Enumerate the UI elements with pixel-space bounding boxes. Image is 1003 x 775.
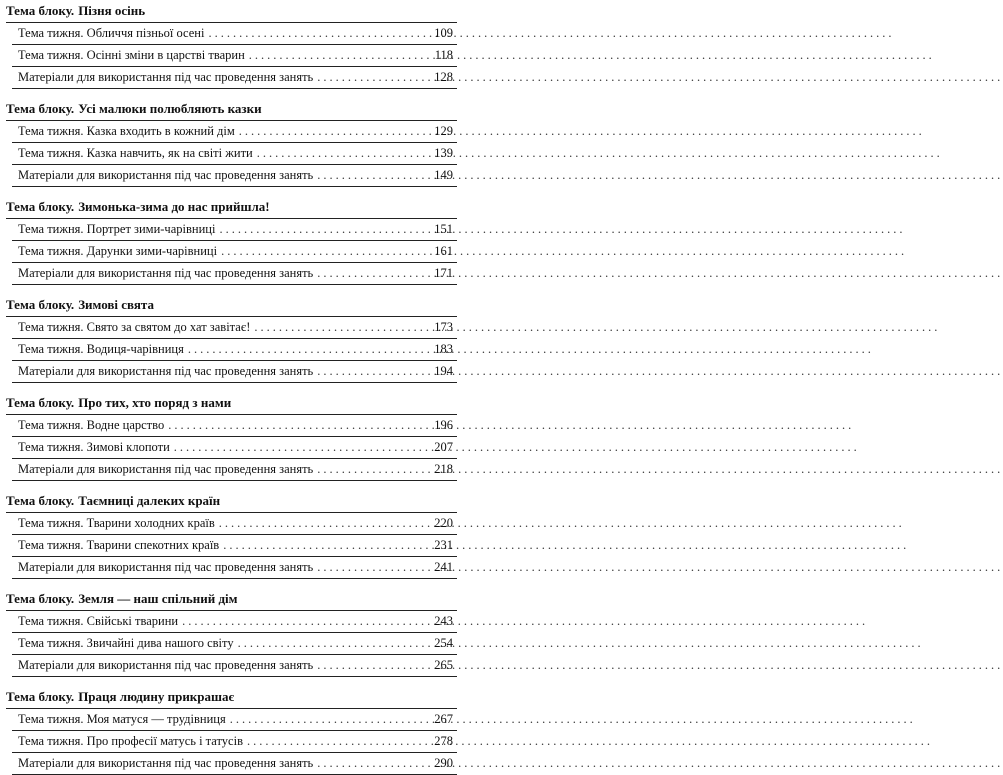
block-title: Пізня осінь <box>78 3 146 18</box>
dot-leader <box>182 614 425 629</box>
block-entries <box>6 316 457 383</box>
page-number: 241 <box>434 560 453 574</box>
toc-block <box>6 392 457 481</box>
page-number: 218 <box>434 462 453 476</box>
toc-entry[interactable] <box>12 535 457 557</box>
toc-entry[interactable] <box>12 633 457 655</box>
toc-entry[interactable] <box>12 415 457 437</box>
page-number: 173 <box>434 320 453 334</box>
entry-title: Тема тижня. Про професії матусь і татусів <box>18 734 243 748</box>
dot-leader <box>317 658 425 673</box>
toc-block <box>6 588 457 677</box>
block-header <box>6 588 457 610</box>
entry-title: Матеріали для використання під час проведення занять <box>18 756 314 770</box>
toc-entry[interactable] <box>12 67 457 89</box>
entry-title: Матеріали для використання під час проведення занять <box>18 168 314 182</box>
entry-title: Тема тижня. Свійські тварини <box>18 614 179 628</box>
block-spacer <box>6 187 457 196</box>
entry-title: Тема тижня. Осінні зміни в царстві тварин <box>18 48 245 62</box>
toc-entry[interactable] <box>12 513 457 535</box>
page-number: 254 <box>434 636 453 650</box>
entry-title: Матеріали для використання під час проведення занять <box>18 70 314 84</box>
dot-leader <box>239 124 425 139</box>
entry-title: Тема тижня. Тварини спекотних країв <box>18 538 220 552</box>
page-number: 161 <box>434 244 453 258</box>
dot-leader <box>249 48 425 63</box>
dot-leader <box>317 560 425 575</box>
dot-leader <box>317 70 425 85</box>
page-number: 278 <box>434 734 453 748</box>
dot-leader <box>221 244 425 259</box>
toc-entry[interactable] <box>12 557 457 579</box>
toc-block <box>6 686 457 775</box>
toc-entry[interactable] <box>12 219 457 241</box>
entry-title: Тема тижня. Обличчя пізньої осені <box>18 26 205 40</box>
page-number: 220 <box>434 516 453 530</box>
toc-block <box>6 0 457 89</box>
entry-title: Тема тижня. Тварини холодних країв <box>18 516 215 530</box>
dot-leader <box>317 266 425 281</box>
block-entries <box>6 414 457 481</box>
entry-title: Матеріали для використання під час проведення занять <box>18 462 314 476</box>
entry-title: Матеріали для використання під час проведення занять <box>18 364 314 378</box>
page-number: 109 <box>434 26 453 40</box>
page-number: 151 <box>434 222 453 236</box>
toc-block <box>6 490 457 579</box>
entry-title: Матеріали для використання під час проведення занять <box>18 658 314 672</box>
entry-title: Матеріали для використання під час проведення занять <box>18 560 314 574</box>
toc-entry[interactable] <box>12 611 457 633</box>
block-header <box>6 294 457 316</box>
entry-title: Тема тижня. Портрет зими-чарівниці <box>18 222 216 236</box>
block-prefix: Тема блоку. <box>6 493 75 508</box>
block-title: Зимонька-зима до нас прийшла! <box>78 199 270 214</box>
block-spacer <box>6 579 457 588</box>
toc-block <box>6 294 457 383</box>
block-entries <box>6 120 457 187</box>
toc-entry[interactable] <box>12 339 457 361</box>
toc-entry[interactable] <box>12 121 457 143</box>
toc-entry[interactable] <box>12 45 457 67</box>
toc-block <box>6 98 457 187</box>
toc-entry[interactable] <box>12 263 457 285</box>
block-prefix: Тема блоку. <box>6 297 75 312</box>
toc-entry[interactable] <box>12 23 457 45</box>
entry-title: Тема тижня. Свято за святом до хат завітає! <box>18 320 251 334</box>
page-number: 243 <box>434 614 453 628</box>
toc-entry[interactable] <box>12 437 457 459</box>
block-header <box>6 196 457 218</box>
toc-entry[interactable] <box>12 165 457 187</box>
entry-title: Тема тижня. Моя матуся — трудівниця <box>18 712 226 726</box>
block-entries <box>6 22 457 89</box>
dot-leader <box>317 168 425 183</box>
page-number: 265 <box>434 658 453 672</box>
block-spacer <box>6 481 457 490</box>
page-number: 171 <box>434 266 453 280</box>
block-header <box>6 98 457 120</box>
entry-title: Тема тижня. Казка входить в кожний дім <box>18 124 235 138</box>
dot-leader <box>219 222 425 237</box>
toc-entry[interactable] <box>12 731 457 753</box>
entry-title: Тема тижня. Казка навчить, як на світі жити <box>18 146 253 160</box>
toc-entry[interactable] <box>12 753 457 775</box>
dot-leader <box>219 516 425 531</box>
block-prefix: Тема блоку. <box>6 3 75 18</box>
entry-title: Матеріали для використання під час проведення занять <box>18 266 314 280</box>
entry-title: Тема тижня. Водне царство <box>18 418 165 432</box>
toc-entry[interactable] <box>12 241 457 263</box>
dot-leader <box>238 636 425 651</box>
dot-leader <box>188 342 425 357</box>
toc-entry[interactable] <box>12 317 457 339</box>
toc-entry[interactable] <box>12 655 457 677</box>
page-number: 290 <box>434 756 453 770</box>
dot-leader <box>254 320 425 335</box>
toc-entry[interactable] <box>12 143 457 165</box>
dot-leader <box>174 440 425 455</box>
dot-leader <box>317 364 425 379</box>
page-number: 267 <box>434 712 453 726</box>
dot-leader <box>208 26 425 41</box>
block-title: Праця людину прикрашає <box>78 689 235 704</box>
page-number: 196 <box>434 418 453 432</box>
dot-leader <box>247 734 425 749</box>
page-number: 139 <box>434 146 453 160</box>
block-prefix: Тема блоку. <box>6 395 75 410</box>
dot-leader <box>230 712 425 727</box>
block-spacer <box>6 285 457 294</box>
dot-leader <box>317 462 425 477</box>
toc-block <box>6 196 457 285</box>
page-number: 183 <box>434 342 453 356</box>
block-title: Таємниці далеких країн <box>78 493 221 508</box>
entry-title: Тема тижня. Зимові клопоти <box>18 440 170 454</box>
dot-leader <box>223 538 425 553</box>
block-title: Земля — наш спільний дім <box>78 591 238 606</box>
block-header <box>6 392 457 414</box>
dot-leader <box>168 418 425 433</box>
toc-entry[interactable] <box>12 361 457 383</box>
toc-entry[interactable] <box>12 709 457 731</box>
entry-title: Тема тижня. Звичайні дива нашого світу <box>18 636 234 650</box>
block-header <box>6 0 457 22</box>
block-header <box>6 686 457 708</box>
page-number: 128 <box>434 70 453 84</box>
block-entries <box>6 610 457 677</box>
toc-entry[interactable] <box>12 459 457 481</box>
block-prefix: Тема блоку. <box>6 101 75 116</box>
block-prefix: Тема блоку. <box>6 591 75 606</box>
block-entries <box>6 708 457 775</box>
page-number: 118 <box>434 48 453 62</box>
block-entries <box>6 218 457 285</box>
dot-leader <box>257 146 425 161</box>
page-number: 129 <box>434 124 453 138</box>
entry-title: Тема тижня. Дарунки зими-чарівниці <box>18 244 218 258</box>
block-header <box>6 490 457 512</box>
block-spacer <box>6 677 457 686</box>
entry-title: Тема тижня. Водиця-чарівниця <box>18 342 184 356</box>
block-title: Усі малюки полюбляють казки <box>78 101 262 116</box>
block-title: Зимові свята <box>78 297 154 312</box>
block-spacer <box>6 89 457 98</box>
dot-leader <box>317 756 425 771</box>
block-prefix: Тема блоку. <box>6 689 75 704</box>
block-entries <box>6 512 457 579</box>
page-number: 207 <box>434 440 453 454</box>
block-prefix: Тема блоку. <box>6 199 75 214</box>
page-number: 231 <box>434 538 453 552</box>
table-of-contents <box>0 0 459 770</box>
page-number: 149 <box>434 168 453 182</box>
block-title: Про тих, хто поряд з нами <box>78 395 232 410</box>
block-spacer <box>6 383 457 392</box>
page-number: 194 <box>434 364 453 378</box>
